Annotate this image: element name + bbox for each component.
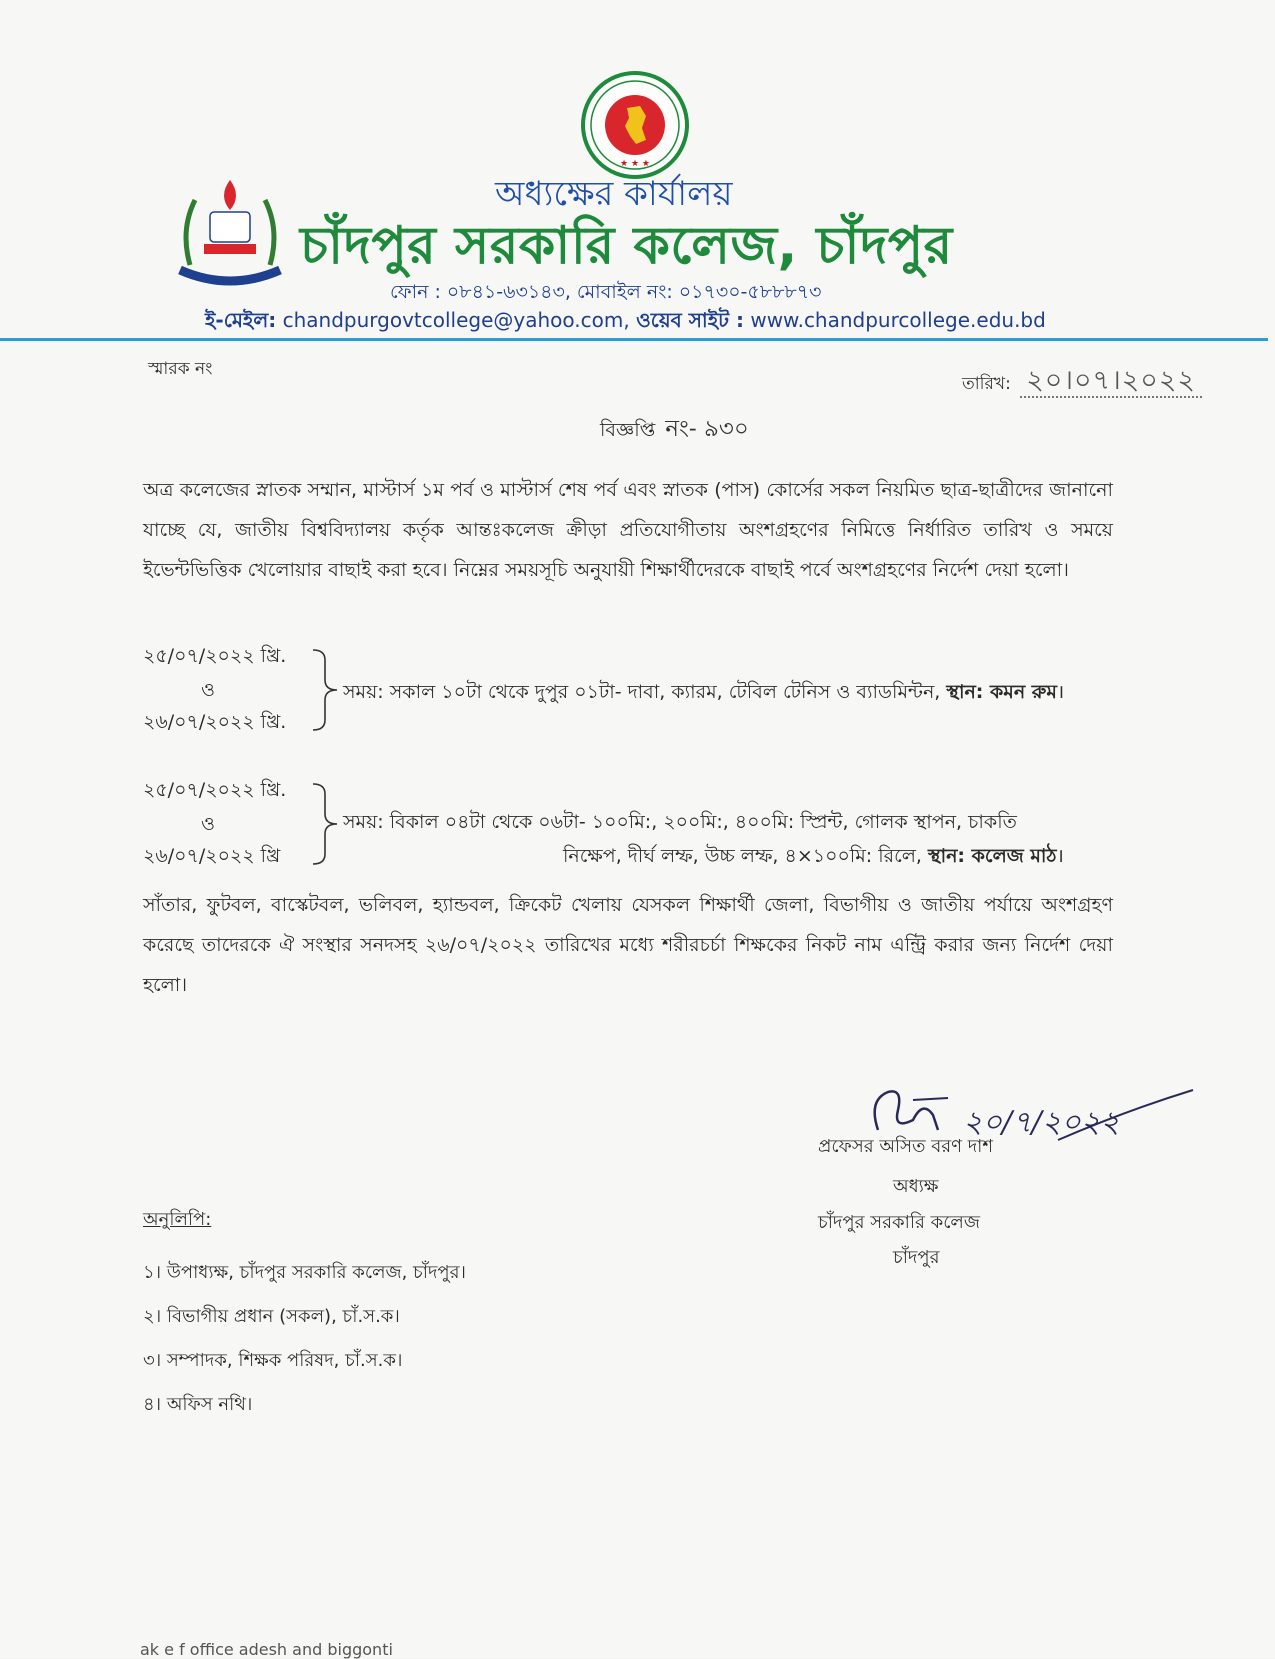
svg-text:★ ★ ★: ★ ★ ★	[620, 159, 650, 169]
footer-note: ak e f office adesh and biggonti	[140, 1640, 393, 1659]
copies-list	[143, 1258, 466, 1434]
email-label: ই-মেইল:	[205, 308, 277, 332]
government-seal-icon	[580, 70, 690, 180]
schedule-1-date-end: ২৬/০৭/২০২২ খ্রি.	[143, 711, 287, 733]
website-link[interactable]: www.chandpurcollege.edu.bd	[750, 308, 1046, 332]
schedule-2-details-line-1: সময়: বিকাল ০৪টা থেকে ০৬টা- ১০০মি:, ২০০মি:, ৪০০মি: স্প্রিন্ট, গোলক স্থাপন, চাকতি	[343, 811, 1017, 833]
signature-handwritten-date: ২০/৭/২০২২	[963, 1105, 1120, 1140]
schedule-2-and: ও	[201, 813, 215, 835]
date-value: ২০।০৭।২০২২	[1020, 365, 1202, 398]
notice-paragraph-1: অত্র কলেজের স্নাতক সম্মান, মাস্টার্স ১ম পর্ব ও মাস্টার্স শেষ পর্ব এবং স্নাতক (পাস) কোর্সের সকল নিয়মিত ছাত্র-ছাত্রীদের জানানো যাচ্ছে যে, জাতীয় বিশ্ববিদ্যালয় কর্তৃক আন্তঃকলেজ ক্রীড়া প্রতিযোগীতায় অংশগ্রহণের নিমিত্তে নির্ধারিত তারিখ ও সময়ে ইভেন্টভিত্তিক খেলোয়ার বাছাই করা হবে। নিম্নের সময়সূচি অনুযায়ী শিক্ষার্থীদেরকে বাছাই পর্বে অংশগ্রহণের নির্দেশ দেয়া হলো।	[143, 479, 1113, 581]
list-item: ৩। সম্পাদক, শিক্ষক পরিষদ, চাঁ.স.ক।	[143, 1350, 403, 1371]
schedule-1-venue: স্থান: কমন রুম	[946, 681, 1057, 703]
list-item: ২। বিভাগীয় প্রধান (সকল), চাঁ.স.ক।	[143, 1306, 400, 1327]
signatory-name: প্রফেসর অসিত বরণ দাশ	[818, 1136, 994, 1157]
schedule-2-details-line-2	[563, 842, 1064, 874]
list-item: ৪। অফিস নথি।	[143, 1394, 253, 1415]
schedule-2-end: ।	[1056, 845, 1064, 867]
contact-line	[205, 306, 1046, 339]
notice-paragraph-2: সাঁতার, ফুটবল, বাস্কেটবল, ভলিবল, হ্যান্ডবল, ক্রিকেট খেলায় যেসকল শিক্ষার্থী জেলা, বিভাগীয় ও জাতীয় পর্যায়ে অংশগ্রহণ করেছে তাদেরকে ঐ সংস্থার সনদসহ ২৬/০৭/২০২২ তারিখের মধ্যে শরীরচর্চা শিক্ষকের নিকট নাম এন্ট্রি করার জন্য নির্দেশ দেয়া হলো।	[143, 894, 1113, 996]
schedule-2-date-end: ২৬/০৭/২০২২ খ্রি	[143, 845, 281, 867]
email-link[interactable]: chandpurgovtcollege@yahoo.com,	[282, 308, 630, 332]
schedule-1-details	[343, 678, 1064, 710]
schedule-2-date-start: ২৫/০৭/২০২২ খ্রি.	[143, 779, 287, 801]
college-logo-icon	[170, 170, 290, 290]
notice-title	[600, 410, 749, 449]
curly-brace-icon	[311, 780, 341, 868]
schedule-1-date-start: ২৫/০৭/২০২২ খ্রি.	[143, 645, 287, 667]
notice-number: নং- ৯৩০	[665, 416, 749, 442]
list-item: ১। উপাধ্যক্ষ, চাঁদপুর সরকারি কলেজ, চাঁদপুর।	[143, 1262, 466, 1283]
signatory-college: চাঁদপুর সরকারি কলেজ	[818, 1212, 980, 1233]
schedule-2-venue: স্থান: কলেজ মাঠ	[928, 845, 1057, 867]
copies-heading: অনুলিপি:	[143, 1209, 212, 1230]
signatory-city: চাঁদপুর	[893, 1247, 940, 1268]
website-label: ওয়েব সাইট :	[636, 308, 744, 332]
memo-number-label: স্মারক নং	[148, 359, 213, 379]
schedule-1-end: ।	[1056, 681, 1065, 703]
header-divider	[0, 338, 1268, 341]
phone-line: ফোন : ০৮৪১-৬৩১৪৩, মোবাইল নং: ০১৭৩০-৫৮৮৮৭৩	[390, 281, 822, 303]
office-title: অধ্যক্ষের কার্যালয়	[495, 174, 733, 214]
signatory-title: অধ্যক্ষ	[893, 1176, 939, 1197]
schedule-1-time-games: সময়: সকাল ১০টা থেকে দুপুর ০১টা- দাবা, ক্যারম, টেবিল টেনিস ও ব্যাডমিন্টন,	[343, 681, 941, 703]
schedule-2-events: নিক্ষেপ, দীর্ঘ লম্ফ, উচ্চ লম্ফ, ৪×১০০মি: রিলে,	[563, 845, 922, 867]
curly-brace-icon	[311, 646, 341, 734]
college-name: চাঁদপুর সরকারি কলেজ, চাঁদপুর	[300, 216, 953, 276]
date-label: তারিখ:	[962, 374, 1011, 394]
notice-label: বিজ্ঞপ্তি	[600, 419, 656, 441]
schedule-1-and: ও	[201, 679, 215, 701]
date-field	[962, 360, 1202, 405]
